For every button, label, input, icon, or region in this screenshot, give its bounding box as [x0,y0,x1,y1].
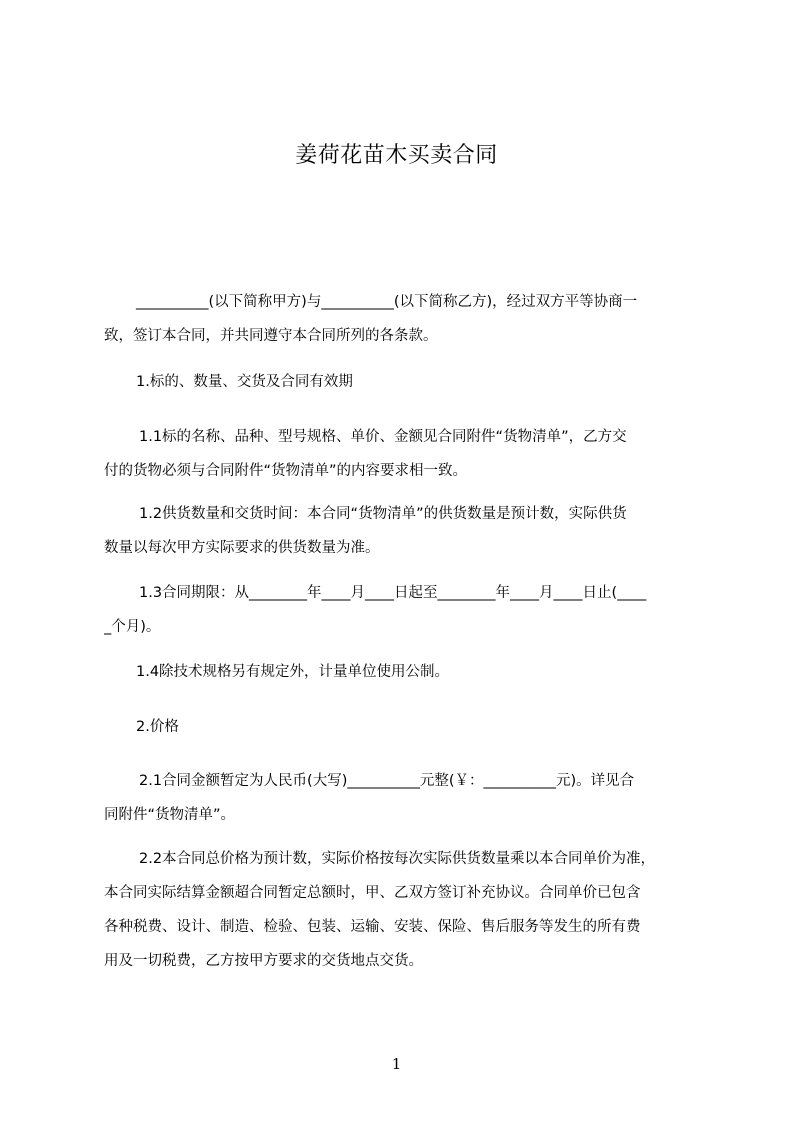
paragraph-line: 付的货物必须与合同附件“货物清单”的内容要求相一致。 [104,463,468,479]
paragraph-line: 2.2本合同总价格为预计数，实际价格按每次实际供货数量乘以本合同单价为准， [139,851,656,867]
page-number: 1 [391,1055,402,1073]
clause-1-3 [104,576,704,644]
paragraph-line: 2.价格 [136,719,179,735]
clause-2-1 [104,764,704,832]
paragraph-line: 同附件“货物清单”。 [104,807,236,823]
paragraph-line: 1.标的、数量、交货及合同有效期 [136,374,353,390]
paragraph-line: 2.1合同金额暂定为人民币(大写)__________元整(￥：__________元)。详见合 [139,773,635,789]
section-heading-2 [104,710,704,744]
paragraph-line: 1.4除技术规格另有规定外，计量单位使用公制。 [136,664,450,680]
clause-2-2 [104,842,704,978]
section-heading-1 [104,365,704,399]
paragraph-line: 1.1标的名称、品种、型号规格、单价、金额见合同附件“货物清单”，乙方交 [139,429,627,445]
paragraph-line: 本合同实际结算金额超合同暂定总额时，甲、乙双方签订补充协议。合同单价已包含 [104,885,641,901]
paragraph-line: _个月)。 [104,619,161,635]
clause-1-1 [104,420,704,488]
paragraph-line: 1.2供货数量和交货时间：本合同“货物清单”的供货数量是预计数，实际供货 [139,506,627,522]
paragraph-line: __________(以下简称甲方)与__________(以下简称乙方)，经过双方平等协商一 [136,294,638,310]
clause-1-2 [104,497,704,565]
paragraph-line: 数量以每次甲方实际要求的供货数量为准。 [104,540,380,556]
paragraph-line: 致，签订本合同，并共同遵守本合同所列的各条款。 [104,328,438,344]
clause-1-4 [104,655,704,689]
document-title: 姜荷花苗木买卖合同 [295,143,498,168]
paragraph-line: 1.3合同期限：从________年____月____日起至________年____月____日止(____ [139,585,647,601]
paragraph-line: 用及一切税费，乙方按甲方要求的交货地点交货。 [104,953,423,969]
paragraph-parties [104,285,704,353]
paragraph-line: 各种税费、设计、制造、检验、包装、运输、安装、保险、售后服务等发生的所有费 [104,919,641,935]
